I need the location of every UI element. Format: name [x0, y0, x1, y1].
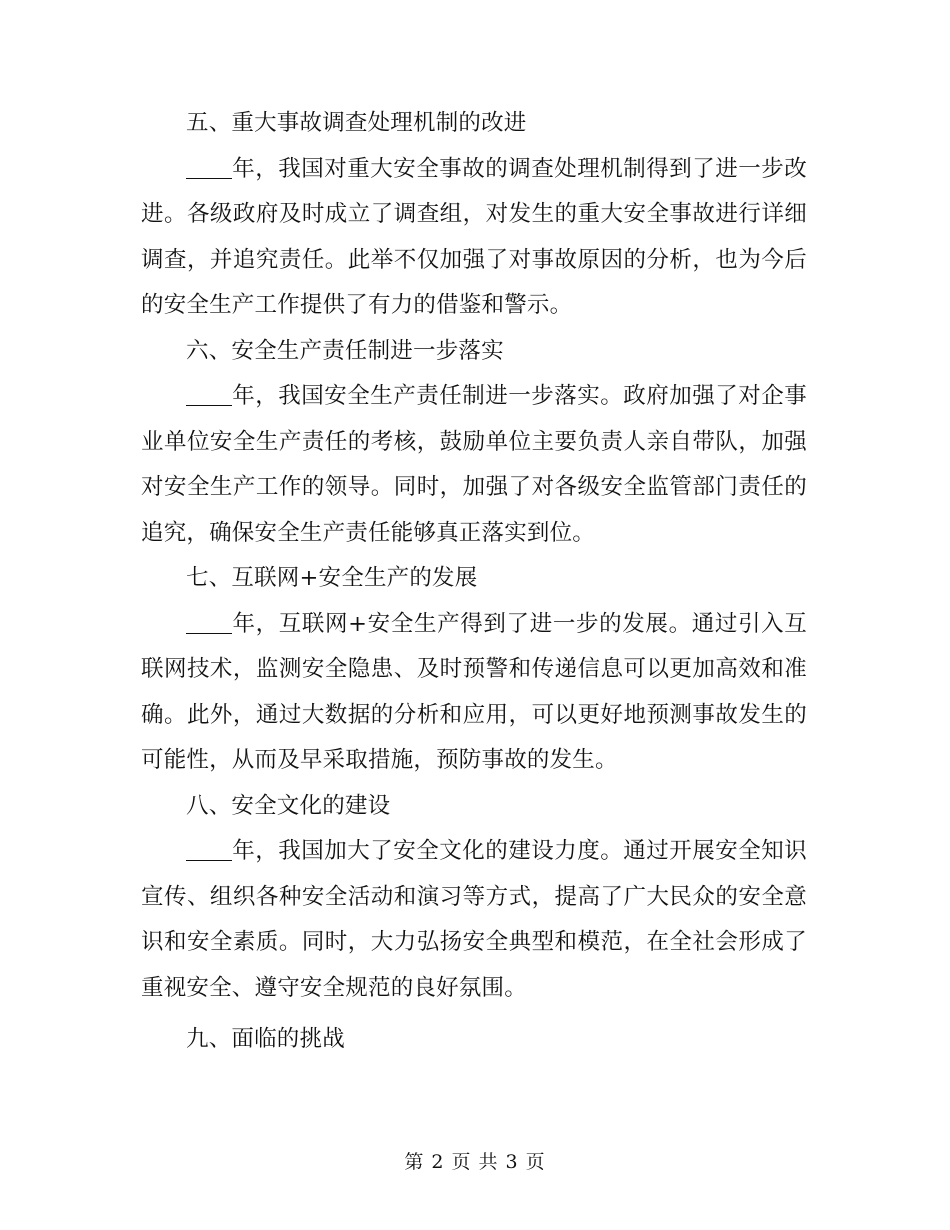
year-blank — [186, 383, 232, 406]
section-body-7: 年，互联网+安全生产得到了进一步的发展。通过引入互联网技术，监测安全隐患、及时预警和传递信息可以更加高效和准确。此外，通过大数据的分析和应用，可以更好地预测事故发生的可能性，从而及早采取措施，预防事故的发生。 — [141, 610, 807, 773]
section-paragraph-8 — [141, 829, 807, 1011]
page-content — [141, 101, 807, 1063]
section-body-8: 年，我国加大了安全文化的建设力度。通过开展安全知识宣传、组织各种安全活动和演习等方式，提高了广大民众的安全意识和安全素质。同时，大力弘扬安全典型和模范，在全社会形成了重视安全、遵守安全规范的良好氛围。 — [141, 838, 807, 1001]
section-heading-7: 七、互联网+安全生产的发展 — [186, 565, 478, 591]
section-heading-6: 六、安全生产责任制进一步落实 — [186, 337, 504, 364]
year-blank — [186, 838, 232, 861]
section-paragraph-7 — [141, 602, 807, 784]
section-paragraph-6 — [141, 374, 807, 556]
section-body-5: 年，我国对重大安全事故的调查处理机制得到了进一步改进。各级政府及时成立了调查组，对发生的重大安全事故进行详细调查，并追究责任。此举不仅加强了对事故原因的分析，也为今后的安全生产工作提供了有力的借鉴和警示。 — [141, 155, 807, 318]
page-footer: 第 2 页 共 3 页 — [404, 1151, 546, 1173]
year-blank — [186, 611, 232, 634]
section-paragraph-5 — [141, 147, 807, 329]
section-heading-8: 八、安全文化的建设 — [186, 792, 391, 819]
section-heading-9: 九、面临的挑战 — [186, 1026, 345, 1052]
section-body-6: 年，我国安全生产责任制进一步落实。政府加强了对企事业单位安全生产责任的考核，鼓励单位主要负责人亲自带队，加强对安全生产工作的领导。同时，加强了对各级安全监管部门责任的追究，确保安全生产责任能够真正落实到位。 — [141, 383, 807, 546]
year-blank — [186, 156, 232, 179]
section-heading-5: 五、重大事故调查处理机制的改进 — [186, 110, 527, 136]
